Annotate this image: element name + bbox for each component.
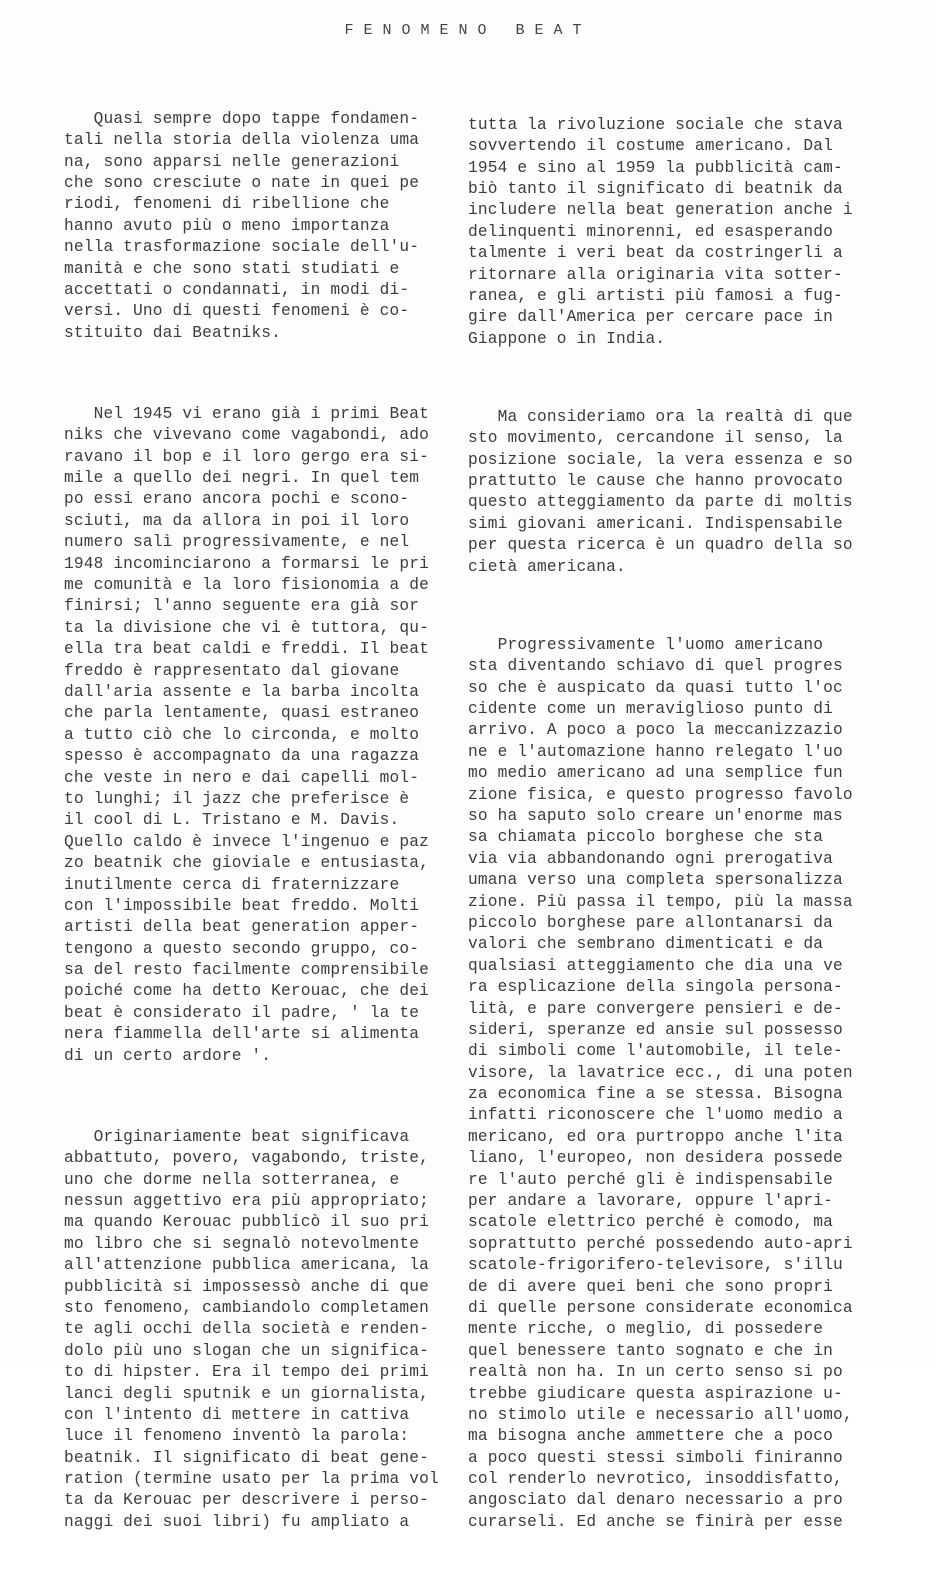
text-line: stituito dai Beatniks. <box>64 323 282 342</box>
text-line: Nel 1945 vi erano già i primi Beat <box>64 404 429 423</box>
text-line: lanci degli sputnik e un giornalista, <box>64 1384 429 1403</box>
text-line: riodi, fenomeni di ribellione che <box>64 195 390 214</box>
text-line: accettati o condannati, in modi di- <box>64 280 410 299</box>
text-line: inutilmente cerca di fraternizzare <box>64 875 400 894</box>
text-line: posizione sociale, la vera essenza e so <box>468 450 853 469</box>
text-line: ella tra beat caldi e freddi. Il beat <box>64 640 429 659</box>
text-line: de di avere quei beni che sono propri <box>468 1277 833 1296</box>
text-line: ta da Kerouac per descrivere i perso- <box>64 1491 429 1510</box>
text-line: me comunità e la loro fisionomia a de <box>64 576 429 595</box>
text-line: a tutto ciò che lo circonda, e molto <box>64 725 420 744</box>
text-line: sto movimento, cercandone il senso, la <box>468 429 843 448</box>
text-line: mo medio americano ad una semplice fun <box>468 764 843 783</box>
text-line: liano, l'europeo, non desidera possede <box>468 1149 843 1168</box>
text-line: so ha saputo solo creare un'enorme mas <box>468 806 843 825</box>
text-line: Giappone o in India. <box>468 329 666 348</box>
text-line: 1954 e sino al 1959 la pubblicità cam- <box>468 158 843 177</box>
text-line: na, sono apparsi nelle generazioni <box>64 152 400 171</box>
text-line: lità, e pare convergere pensieri e de- <box>468 999 843 1018</box>
text-line: con l'intento di mettere in cattiva <box>64 1405 410 1424</box>
text-line: ration (termine usato per la prima vol <box>64 1470 439 1489</box>
text-line: trebbe giudicare questa aspirazione u- <box>468 1384 843 1403</box>
text-line: prattutto le cause che hanno provocato <box>468 472 843 491</box>
text-line: zo beatnik che gioviale e entusiasta, <box>64 854 429 873</box>
text-line: visore, la lavatrice ecc., di una poten <box>468 1063 853 1082</box>
text-line: finirsi; l'anno seguente era già sor <box>64 597 420 616</box>
text-line: via via abbandonando ogni prerogativa <box>468 849 833 868</box>
text-line: te agli occhi della società e renden- <box>64 1320 429 1339</box>
text-line: spesso è accompagnato da una ragazza <box>64 747 420 766</box>
text-line: numero salì progressivamente, e nel <box>64 533 410 552</box>
text-line: delinquenti minorenni, ed esasperando <box>468 222 833 241</box>
text-line: abbattuto, povero, vagabondo, triste, <box>64 1149 429 1168</box>
text-line: nessun aggettivo era più appropriato; <box>64 1192 429 1211</box>
text-line: per questa ricerca è un quadro della so <box>468 536 853 555</box>
text-line: mericano, ed ora purtroppo anche l'ita <box>468 1127 843 1146</box>
text-line: poiché come ha detto Kerouac, che dei <box>64 982 429 1001</box>
text-line: biò tanto il significato di beatnik da <box>468 179 843 198</box>
text-line: umana verso una completa spersonalizza <box>468 871 843 890</box>
paragraph-rivoluzione <box>468 115 888 350</box>
text-line: a poco questi stessi simboli finiranno <box>468 1448 843 1467</box>
text-line: zione fisica, e questo progresso favolo <box>468 785 853 804</box>
text-line: ranea, e gli artisti più famosi a fug- <box>468 286 843 305</box>
text-line: Originariamente beat significava <box>64 1127 410 1146</box>
paragraph-intro <box>64 109 444 344</box>
text-line: nera fiammella dell'arte si alimenta <box>64 1025 420 1044</box>
text-line: artisti della beat generation apper- <box>64 918 420 937</box>
text-line: simi giovani americani. Indispensabile <box>468 514 843 533</box>
text-line: talmente i veri beat da costringerli a <box>468 244 843 263</box>
text-line: di simboli come l'automobile, il tele- <box>468 1042 843 1061</box>
text-line: questo atteggiamento da parte di moltis <box>468 493 853 512</box>
text-line: to lunghi; il jazz che preferisce è <box>64 789 410 808</box>
text-line: includere nella beat generation anche i <box>468 201 853 220</box>
text-line: quel benessere tanto sognato e che in <box>468 1341 833 1360</box>
text-line: ritornare alla originaria vita sotter- <box>468 265 843 284</box>
text-line: manità e che sono stati studiati e <box>64 259 400 278</box>
text-line: mente ricche, o meglio, di possedere <box>468 1320 824 1339</box>
text-line: sa del resto facilmente comprensibile <box>64 961 429 980</box>
text-line: sideri, speranze ed ansie sul possesso <box>468 1020 843 1039</box>
text-line: ta la divisione che vi è tuttora, qu- <box>64 618 429 637</box>
text-line: Quello caldo è invece l'ingenuo e paz <box>64 832 429 851</box>
text-line: scatole-frigorifero-televisore, s'illu <box>468 1256 843 1275</box>
text-line: luce il fenomeno inventò la parola: <box>64 1427 410 1446</box>
text-line: sovvertendo il costume americano. Dal <box>468 137 833 156</box>
text-line: sta diventando schiavo di quel progres <box>468 657 843 676</box>
text-line: infatti riconoscere che l'uomo medio a <box>468 1106 843 1125</box>
text-line: beat è considerato il padre, ' la te <box>64 1003 420 1022</box>
text-line: cidente come un meraviglioso punto di <box>468 700 833 719</box>
text-line: sa chiamata piccolo borghese che sta <box>468 828 824 847</box>
right-column <box>468 72 888 1590</box>
text-line: dall'aria assente e la barba incolta <box>64 683 420 701</box>
text-line: uno che dorme nella sotterranea, e <box>64 1170 400 1189</box>
text-line: che sono cresciute o nate in quei pe <box>64 173 420 192</box>
text-line: po essi erano ancora pochi e scono- <box>64 490 410 509</box>
text-line: piccolo borghese pare allontanarsi da <box>468 913 833 932</box>
text-line: che parla lentamente, quasi estraneo <box>64 704 420 723</box>
text-line: tali nella storia della violenza uma <box>64 131 420 150</box>
text-line: beatnik. Il significato di beat gene- <box>64 1448 429 1467</box>
text-line: angosciato dal denaro necessario a pro <box>468 1491 843 1510</box>
text-line: Progressivamente l'uomo americano <box>468 635 824 654</box>
text-line: valori che sembrano dimenticati e da <box>468 935 824 954</box>
paragraph-1945 <box>64 404 444 1067</box>
text-line: zione. Più passa il tempo, più la massa <box>468 892 853 911</box>
text-line: all'attenzione pubblica americana, la <box>64 1256 429 1275</box>
text-line: qualsiasi atteggiamento che dia una ve <box>468 956 843 975</box>
text-line: gire dall'America per cercare pace in <box>468 308 833 327</box>
left-column <box>64 66 444 1593</box>
text-line: il cool di L. Tristano e M. Davis. <box>64 811 400 830</box>
text-line: ravano il bop e il loro gergo era si- <box>64 447 429 466</box>
text-line: ma bisogna anche ammettere che a poco <box>468 1427 833 1446</box>
text-line: naggi dei suoi libri) fu ampliato a <box>64 1512 410 1531</box>
text-line: con l'impossibile beat freddo. Molti <box>64 896 420 915</box>
text-line: curarseli. Ed anche se finirà per esse <box>468 1512 843 1531</box>
text-line: sciuti, ma da allora in poi il loro <box>64 511 410 530</box>
text-line: hanno avuto più o meno importanza <box>64 216 390 235</box>
text-line: to di hipster. Era il tempo dei primi <box>64 1363 429 1382</box>
paragraph-consideriamo <box>468 407 888 578</box>
text-line: ne e l'automazione hanno relegato l'uo <box>468 742 843 761</box>
text-line: soprattutto perché possedendo auto-apri <box>468 1234 853 1253</box>
text-line: per andare a lavorare, oppure l'apri- <box>468 1192 833 1211</box>
text-line: scatole elettrico perché è comodo, ma <box>468 1213 833 1232</box>
text-line: niks che vivevano come vagabondi, ado <box>64 426 429 445</box>
text-line: che veste in nero e dai capelli mol- <box>64 768 420 787</box>
text-line: di un certo ardore '. <box>64 1046 272 1065</box>
text-line: tengono a questo secondo gruppo, co- <box>64 939 420 958</box>
text-line: Ma consideriamo ora la realtà di que <box>468 407 853 426</box>
text-line: realtà non ha. In un certo senso si po <box>468 1363 843 1382</box>
text-line: tutta la rivoluzione sociale che stava <box>468 115 843 134</box>
text-line: ra esplicazione della singola persona- <box>468 978 843 997</box>
text-line: versi. Uno di questi fenomeni è co- <box>64 302 410 321</box>
page-title: FENOMENO BEAT <box>344 22 592 39</box>
text-line: nella trasformazione sociale dell'u- <box>64 238 420 257</box>
text-line: pubblicità si impossessò anche di que <box>64 1277 429 1296</box>
paragraph-progressivamente <box>468 635 888 1533</box>
text-line: no stimolo utile e necessario all'uomo, <box>468 1405 853 1424</box>
text-line: dolo più uno slogan che un significa- <box>64 1341 429 1360</box>
text-line: freddo è rappresentato dal giovane <box>64 661 400 680</box>
text-line: 1948 incominciarono a formarsi le pri <box>64 554 429 573</box>
paragraph-originariamente <box>64 1127 444 1533</box>
text-line: arrivo. A poco a poco la meccanizzazio <box>468 721 843 740</box>
text-line: di quelle persone considerate economica <box>468 1298 853 1317</box>
text-line: cietà americana. <box>468 557 626 576</box>
text-line: re l'auto perché gli è indispensabile <box>468 1170 833 1189</box>
text-line: ma quando Kerouac pubblicò il suo pri <box>64 1213 429 1232</box>
text-line: col renderlo nevrotico, insoddisfatto, <box>468 1470 843 1489</box>
text-line: mo libro che si segnalò notevolmente <box>64 1234 420 1253</box>
text-line: za economica fine a se stessa. Bisogna <box>468 1085 843 1104</box>
text-line: so che è auspicato da quasi tutto l'oc <box>468 678 843 697</box>
text-line: mile a quello dei negri. In quel tem <box>64 469 420 488</box>
text-line: sto fenomeno, cambiandolo completamen <box>64 1298 429 1317</box>
text-line: Quasi sempre dopo tappe fondamen- <box>64 109 420 128</box>
